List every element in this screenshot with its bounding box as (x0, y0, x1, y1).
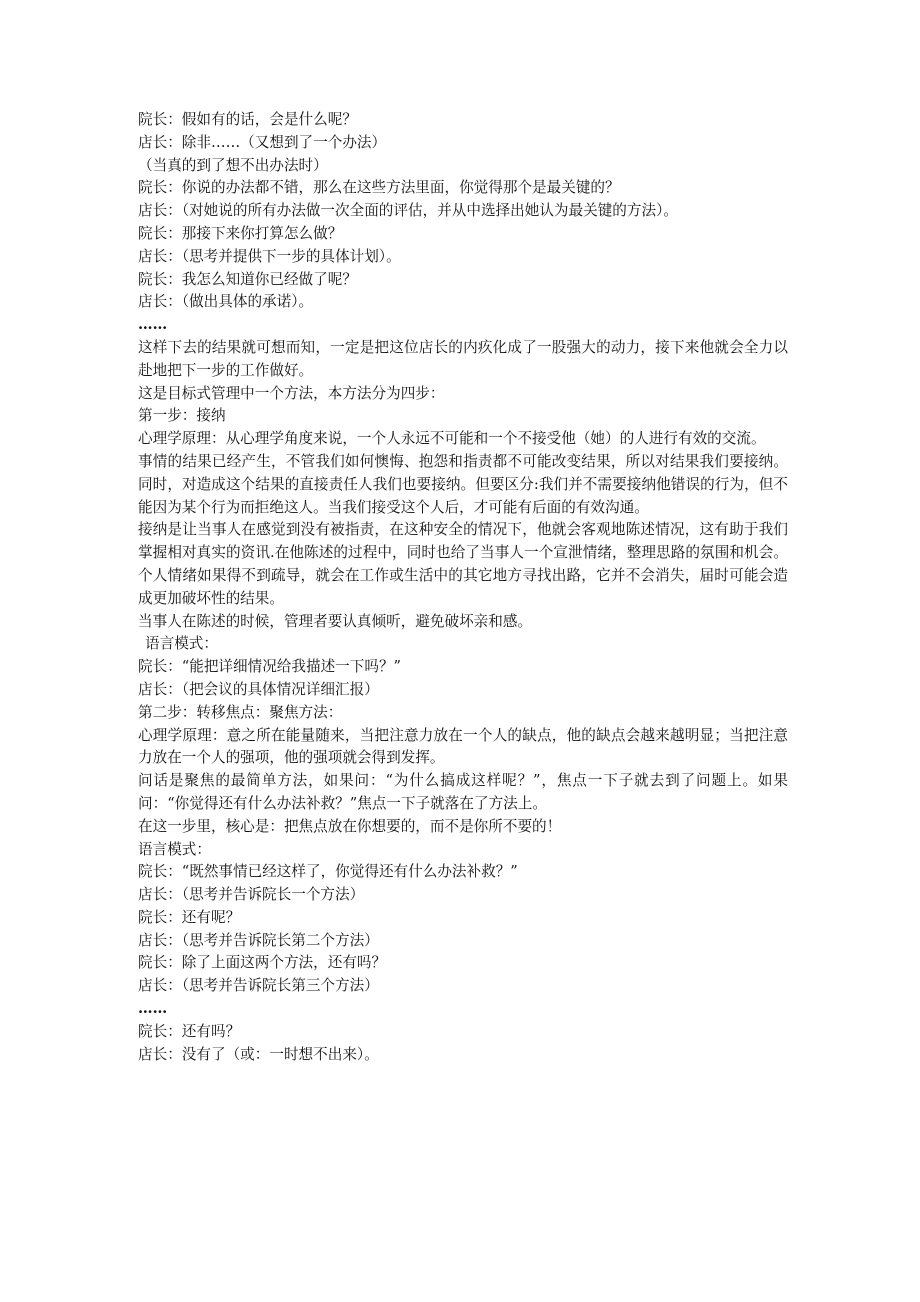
text-line: 院长：你说的办法都不错，那么在这些方法里面，你觉得那个是最关键的？ (138, 179, 620, 197)
text-line: 院长：“既然事情已经这样了，你觉得还有什么办法补救？” (138, 863, 518, 881)
paragraph: 心理学原理：从心理学角度来说，一个人永远不可能和一个不接受他（她）的人进行有效的交流。 (138, 430, 766, 448)
text-line: 语言模式： (145, 635, 218, 653)
text-line: 店长：（把会议的具体情况详细汇报） (138, 680, 379, 698)
paragraph: 事情的结果已经产生，不管我们如何懊悔、抱怨和指责都不可能改变结果，所以对结果我们要接纳。同时，对造成这个结果的直接责任人我们也要接纳。但要区分:我们并不需要接纳他错误的行为，但不能因为某个行为而拒绝这人。当我们接受这个人后，才可能有后面的有效沟通。 (138, 452, 788, 516)
text-line: 店长：（思考并告诉院长第三个方法） (138, 977, 379, 995)
paragraph: 问话是聚焦的最简单方法，如果问：“为什么搞成这样呢？”，焦点一下子就去到了问题上。如果问：“你觉得还有什么办法补救？”焦点一下子就落在了方法上。 (138, 772, 788, 812)
text-line: 院长：那接下来你打算怎么做？ (138, 224, 343, 242)
text-line: 店长：没有了（或：一时想不出来）。 (138, 1045, 379, 1063)
text-line: （当真的到了想不出办法时） (138, 156, 328, 174)
text-line: 院长：我怎么知道你已经做了呢？ (138, 270, 357, 288)
paragraph: 接纳是让当事人在感觉到没有被指责，在这种安全的情况下，他就会客观地陈述情况，这有助于我们掌握相对真实的资讯.在他陈述的过程中，同时也给了当事人一个宣泄情绪，整理思路的氛围和机会。个人情绪如果得不到疏导，就会在工作或生活中的其它地方寻找出路，它并不会消失，届时可能会造成更加破坏性的结果。 (138, 521, 788, 607)
text-line: 在这一步里，核心是：把焦点放在你想要的，而不是你所不要的！ (138, 817, 562, 835)
paragraph: 这样下去的结果就可想而知，一定是把这位店长的内疚化成了一股强大的动力，接下来他就会全力以赴地把下一步的工作做好。 (138, 338, 788, 379)
text-line: 店长：（思考并告诉院长第二个方法） (138, 931, 379, 949)
text-line: 语言模式： (138, 840, 211, 858)
paragraph: 心理学原理：意之所在能量随来，当把注意力放在一个人的缺点，他的缺点会越来越明显；当把注意力放在一个人的强项，他的强项就会得到发挥。 (138, 726, 788, 767)
text-line: 院长：还有呢？ (138, 908, 241, 926)
document-body (138, 109, 788, 1066)
text-line: 院长：除了上面这两个方法，还有吗？ (138, 954, 387, 972)
text-line: 店长：（对她说的所有办法做一次全面的评估，并从中选择出她认为最关键的方法）。 (138, 202, 678, 220)
text-line: 当事人在陈述的时候，管理者要认真倾听，避免破坏亲和感。 (138, 612, 533, 630)
ellipsis-line: …… (138, 316, 168, 334)
text-line: 这是目标式管理中一个方法，本方法分为四步： (138, 384, 445, 402)
section-heading: 第一步：接纳 (138, 407, 226, 425)
text-line: 院长：还有吗？ (138, 1022, 241, 1040)
text-line: 店长：（思考并告诉院长一个方法） (138, 886, 365, 904)
text-line: 店长：（思考并提供下一步的具体计划）。 (138, 247, 401, 265)
text-line: 院长：“能把详细情况给我描述一下吗？” (138, 658, 402, 676)
text-line: 店长：（做出具体的承诺）。 (138, 293, 314, 311)
text-line: 院长：假如有的话，会是什么呢？ (138, 111, 357, 128)
section-heading: 第二步：转移焦点：聚焦方法： (138, 703, 343, 721)
text-line: 店长：除非……（又想到了一个办法） (138, 133, 387, 151)
ellipsis-line: …… (138, 1000, 168, 1018)
